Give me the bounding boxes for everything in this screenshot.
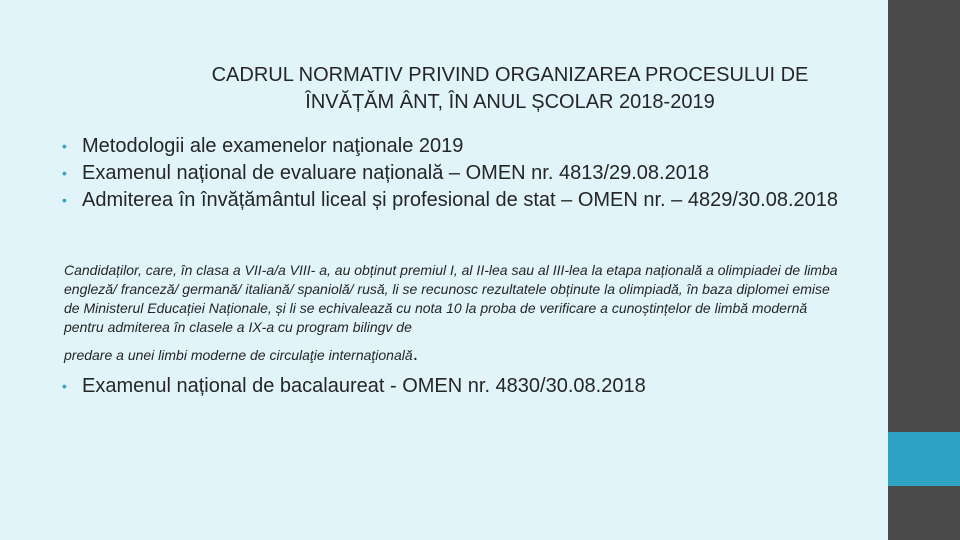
- bullet-text: Examenul național de evaluare națională – OMEN nr. 4813/29.08.2018: [82, 162, 710, 184]
- bullet-text: Metodologii ale examenelor naţionale 2019: [82, 135, 464, 157]
- bullet-item: [62, 160, 852, 187]
- bullet-dot-icon: •: [62, 378, 67, 394]
- bullet-list: [62, 133, 852, 214]
- bullet-item: [62, 133, 852, 160]
- bullet-dot-icon: •: [62, 192, 67, 208]
- note-period: .: [412, 343, 419, 365]
- bullet-dot-icon: •: [62, 138, 67, 154]
- bullet-item: [62, 187, 852, 214]
- bullet-item: [62, 373, 852, 400]
- bullet-list-secondary: [62, 373, 852, 400]
- note-text: Candidaților, care, în clasa a VII-a/a VIII- a, au obținut premiul I, al II-lea sau al III-lea la etapa națională a olimpiadei de limba engleză/ franceză/ germană/ italiană/ spaniolă/ rusă, li se recunosc rezultatele obținute la olimpiadă, în baza diplomei emise de Ministerul Educației Naționale, și li se echivalează cu nota 10 la proba de verificare a cunoștințelor de limbă modernă pentru admiterea în clasele a IX-a cu program bilingv de: [64, 262, 838, 335]
- right-accent-block: [888, 432, 960, 486]
- bullet-text: Examenul național de bacalaureat - OMEN nr. 4830/30.08.2018: [82, 375, 646, 397]
- title-line-2: ÎNVĂȚĂM ÂNT, ÎN ANUL ȘCOLAR 2018-2019: [305, 91, 715, 113]
- slide-title: [130, 62, 890, 116]
- note-last-line-text: predare a unei limbi moderne de circulaţie internaţională: [64, 347, 413, 363]
- title-line-1: CADRUL NORMATIV PRIVIND ORGANIZAREA PROCESULUI DE: [211, 64, 809, 86]
- bullet-dot-icon: •: [62, 165, 67, 181]
- bullet-text: Admiterea în învățământul liceal și profesional de stat – OMEN nr. – 4829/30.08.2018: [82, 189, 838, 211]
- italic-note: [64, 261, 844, 365]
- note-last-line: [64, 345, 844, 365]
